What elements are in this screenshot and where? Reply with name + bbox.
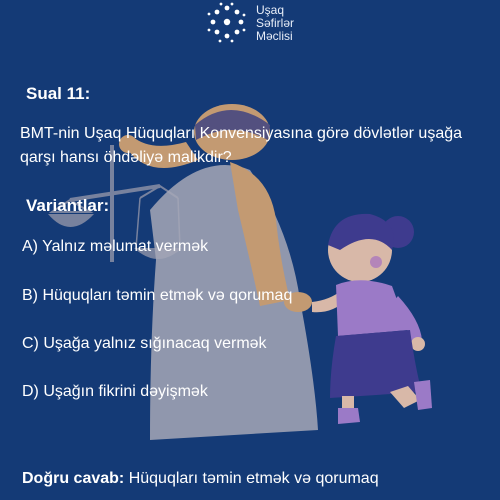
question-text: BMT-nin Uşaq Hüquqları Konvensiyasına görə dövlətlər uşağa qarşı hansı öhdəliyə malikdir? [20, 125, 463, 166]
option-b[interactable]: B) Hüquqları təmin etmək və qorumaq [22, 287, 293, 304]
correct-answer-text: Hüquqları təmin etmək və qorumaq [128, 470, 379, 487]
option-c[interactable]: C) Uşağa yalnız sığınacaq vermək [22, 335, 267, 352]
correct-answer-label: Doğru cavab: [22, 470, 125, 487]
question-number: Sual 11: [26, 84, 91, 103]
brand-line-2: Səfirlər [256, 16, 295, 30]
variants-heading: Variantlar: [26, 196, 110, 215]
option-d[interactable]: D) Uşağın fikrini dəyişmək [22, 383, 208, 400]
child-figure [312, 214, 432, 424]
correct-answer [22, 470, 379, 488]
option-a[interactable]: A) Yalnız məlumat vermək [22, 238, 209, 255]
brand-line-1: Uşaq [256, 3, 285, 17]
brand-line-3: Məclisi [256, 29, 293, 43]
